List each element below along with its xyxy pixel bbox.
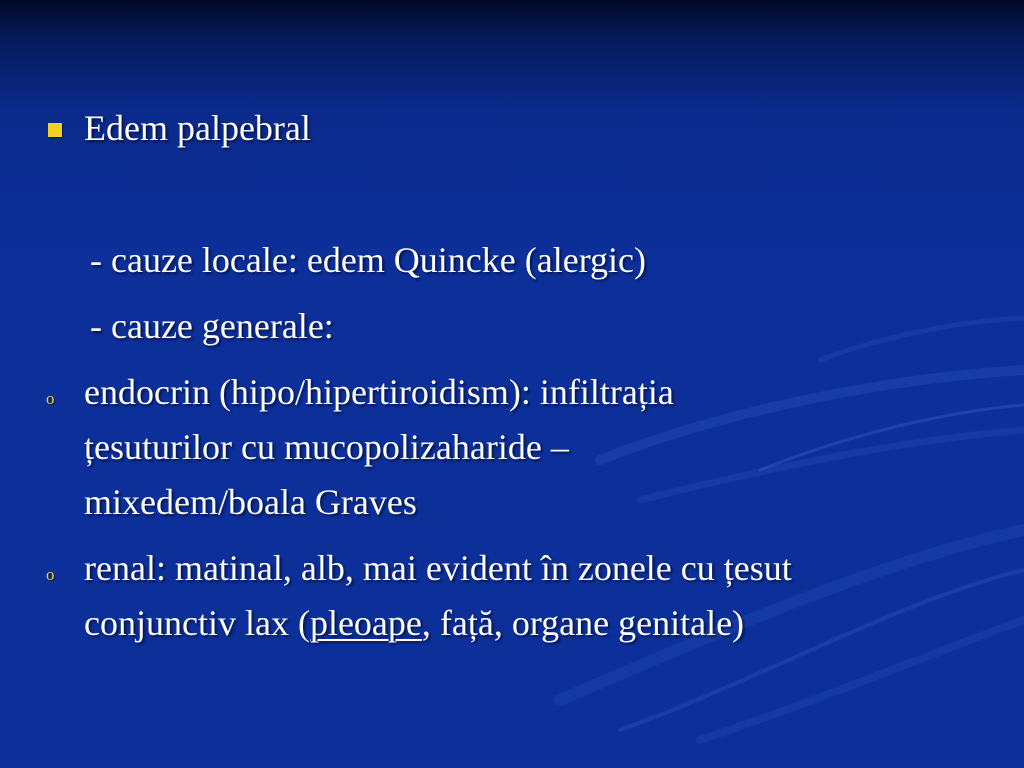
- renal-line-2: [84, 596, 744, 650]
- endocrin-line-1: endocrin (hipo/hipertiroidism): infiltrația: [84, 372, 674, 412]
- endocrin-line-3: mixedem/boala Graves: [84, 482, 417, 522]
- renal-line-2-after: , față, organe genitale): [421, 603, 745, 643]
- circle-bullet-icon: o: [46, 565, 55, 584]
- endocrin-line-2: țesuturilor cu mucopolizaharide –: [84, 427, 569, 467]
- renal-line-1: renal: matinal, alb, mai evident în zonele cu țesut: [84, 548, 792, 588]
- pleoape-link[interactable]: pleoape: [309, 603, 422, 643]
- renal-line-2-before: conjunctiv lax (: [84, 603, 310, 643]
- line-cauze-locale: - cauze locale: edem Quincke (alergic): [90, 240, 647, 280]
- line-cauze-generale: - cauze generale:: [90, 306, 334, 346]
- circle-bullet-icon: o: [46, 389, 55, 408]
- square-bullet-icon: [48, 123, 62, 137]
- heading-edem-palpebral: Edem palpebral: [84, 108, 311, 148]
